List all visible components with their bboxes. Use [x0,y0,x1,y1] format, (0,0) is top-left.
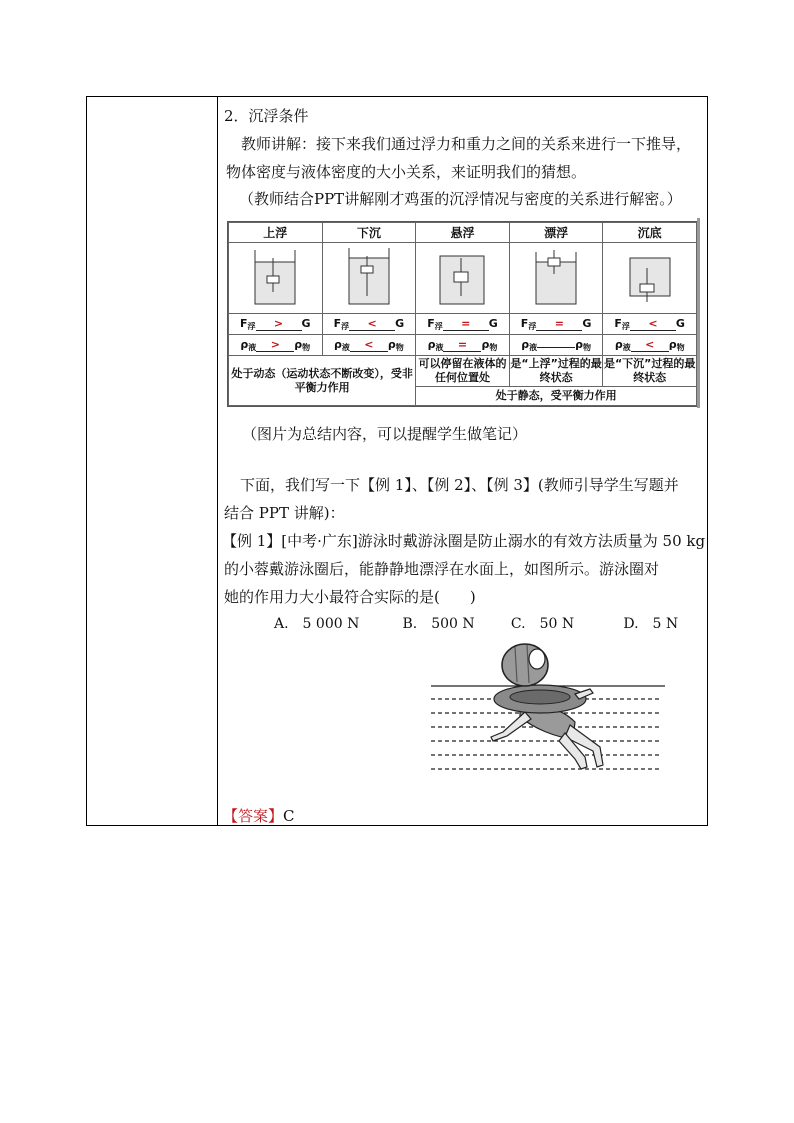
density-rise: $\rho_液 > \rho_物$ [229,335,323,356]
option-b: B. 500 N [402,616,475,632]
examples-intro-cont: 结合 PPT 讲解)： [224,504,345,522]
left-column [87,97,218,825]
section-title: 2．沉浮条件 [224,107,309,125]
option-d: D. 5 N [623,616,679,632]
example1-line2: 的小蓉戴游泳圈后，能静静地漂浮在水面上，如图所示。游泳圈对 [224,560,660,578]
force-float: $F_浮 = G$ [509,314,603,335]
diagram-float [509,243,603,314]
desc-dynamic: 处于动态（运动状态不断改变），受非平衡力作用 [229,356,416,406]
answer-value: C [283,807,295,825]
lesson-table [86,96,708,826]
table-edge-shadow [697,218,700,408]
diagram-suspend [416,243,510,314]
teacher-intro: 教师讲解：接下来我们通过浮力和重力之间的关系来进行一下推导， [241,135,692,153]
content-cell [218,97,707,825]
desc-static: 处于静态，受平衡力作用 [416,387,697,406]
diagram-rise [229,243,323,314]
answer [223,805,295,826]
diagram-bottom [603,243,697,314]
example1-line1: 【例 1】[中考·广东]游泳时戴游泳圈是防止溺水的有效方法质量为 50 kg [222,532,706,550]
ppt-note: （教师结合PPT讲解刚才鸡蛋的沉浮情况与密度的关系进行解密。） [239,190,682,208]
density-suspend: $\rho_液 = \rho_物$ [416,335,510,356]
examples-intro: 下面，我们写一下【例 1】、【例 2】、【例 3】(教师引导学生写题并 [240,476,679,494]
force-sink: $F_浮 < G$ [322,314,416,335]
desc-suspend: 可以停留在液体的任何位置处 [416,356,510,387]
teacher-intro-cont: 物体密度与液体密度的大小关系，来证明我们的猜想。 [226,163,587,181]
header-rise: 上浮 [229,223,323,243]
example1-line3: 她的作用力大小最符合实际的是( ) [224,588,476,606]
desc-sink: 是“下沉”过程的最终状态 [603,356,697,387]
header-sink: 下沉 [322,223,416,243]
force-rise: $F_浮 > G$ [229,314,323,335]
force-suspend: $F_浮 = G$ [416,314,510,335]
header-bottom: 沉底 [603,223,697,243]
option-c: C. 50 N [510,616,575,632]
header-float: 漂浮 [509,223,603,243]
diagram-sink [322,243,416,314]
swimmer-illustration [425,637,665,777]
density-float: $\rho_液$ $\rho_物$ [509,335,603,356]
force-bottom: $F_浮 < G$ [603,314,697,335]
summary-note: （图片为总结内容，可以提醒学生做笔记） [242,425,528,443]
density-bottom: $\rho_液 < \rho_物$ [603,335,697,356]
desc-float: 是“上浮”过程的最终状态 [509,356,603,387]
option-a: A. 5 000 N [274,616,360,632]
density-sink: $\rho_液 < \rho_物$ [322,335,416,356]
header-suspend: 悬浮 [416,223,510,243]
answer-label: 【答案】 [223,807,284,825]
example1-options [274,613,678,633]
float-conditions-table [227,221,698,407]
